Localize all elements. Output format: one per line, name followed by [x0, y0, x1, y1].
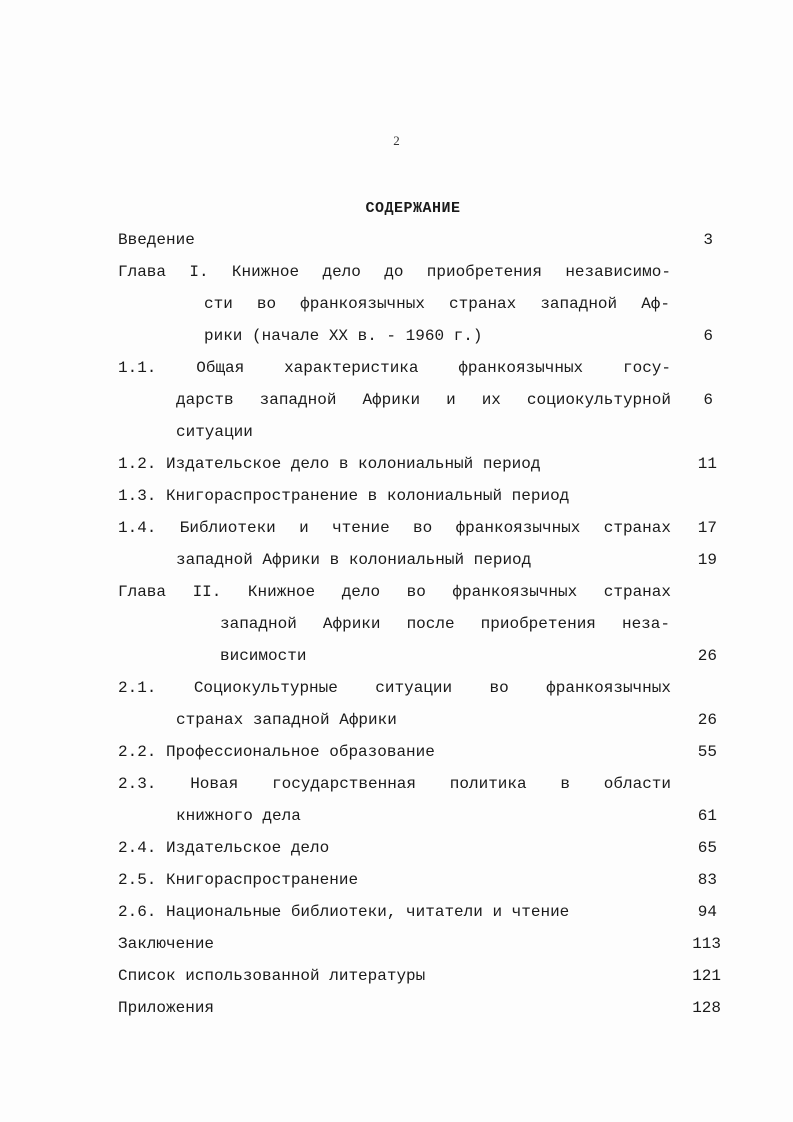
toc-page-bibliography: 121: [692, 967, 721, 985]
toc-entry-conclusion: Заключение: [118, 935, 215, 953]
page-number: 2: [393, 133, 400, 148]
toc-page-introduction: 3: [703, 231, 713, 249]
toc-entry-section-2-3-line-1: 2.3. Новая государственная политика в области: [118, 775, 671, 793]
toc-entry-section-2-5: 2.5. Книгораспространение: [118, 871, 359, 889]
toc-entry-chapter-2-line-1: Глава II. Книжное дело во франкоязычных странах: [118, 583, 671, 601]
toc-entry-section-2-2: 2.2. Профессиональное образование: [118, 743, 435, 761]
toc-entry-chapter-2-line-2: западной Африки после приобретения неза-: [220, 615, 670, 633]
toc-entry-section-2-6: 2.6. Национальные библиотеки, читатели и чтение: [118, 903, 570, 921]
toc-entry-bibliography: Список использованной литературы: [118, 967, 426, 985]
toc-entry-section-2-1-line-1: 2.1. Социокультурные ситуации во франкоязычных: [118, 679, 671, 697]
toc-title: СОДЕРЖАНИЕ: [365, 200, 461, 217]
toc-entry-section-1-1-line-2: дарств западной Африки и их социокультурной: [176, 391, 671, 409]
toc-entry-introduction: Введение: [118, 231, 195, 249]
toc-entry-section-2-3-line-2: книжного дела: [176, 807, 301, 825]
toc-page-section-2-3: 61: [697, 807, 717, 825]
toc-page-chapter-1: 6: [703, 327, 713, 345]
toc-page-section-1-4: 19: [697, 551, 717, 569]
toc-entry-chapter-2-line-3: висимости: [220, 647, 307, 665]
toc-page-section-2-2: 55: [697, 743, 717, 761]
toc-entry-section-1-4-line-2: западной Африки в колониальный период: [176, 551, 532, 569]
toc-page-section-1-2: 11: [697, 455, 717, 473]
toc-entry-appendix: Приложения: [118, 999, 215, 1017]
toc-entry-section-1-3: 1.3. Книгораспространение в колониальный период: [118, 487, 570, 505]
toc-page-section-1-3: 17: [697, 519, 717, 537]
toc-page-section-1-1: 6: [703, 391, 713, 409]
toc-page-section-2-1: 26: [697, 711, 717, 729]
toc-entry-chapter-1-line-1: Глава I. Книжное дело до приобретения независимо-: [118, 263, 671, 281]
toc-page-appendix: 128: [692, 999, 721, 1017]
toc-entry-chapter-1-line-2: сти во франкоязычных странах западной Аф-: [204, 295, 670, 313]
toc-entry-section-2-1-line-2: странах западной Африки: [176, 711, 397, 729]
toc-entry-chapter-1-line-3: рики (начале XX в. - 1960 г.): [204, 327, 483, 345]
toc-page-section-2-5: 83: [697, 871, 717, 889]
toc-entry-section-1-4-line-1: 1.4. Библиотеки и чтение во франкоязычных странах: [118, 519, 671, 537]
toc-entry-section-1-1-line-3: ситуации: [176, 423, 253, 441]
toc-entry-section-1-1-line-1: 1.1. Общая характеристика франкоязычных госу-: [118, 359, 671, 377]
toc-page-section-2-6: 94: [697, 903, 717, 921]
toc-page-chapter-2: 26: [697, 647, 717, 665]
toc-page-section-2-4: 65: [697, 839, 717, 857]
toc-entry-section-2-4: 2.4. Издательское дело: [118, 839, 330, 857]
toc-page-conclusion: 113: [692, 935, 721, 953]
toc-entry-section-1-2: 1.2. Издательское дело в колониальный период: [118, 455, 541, 473]
